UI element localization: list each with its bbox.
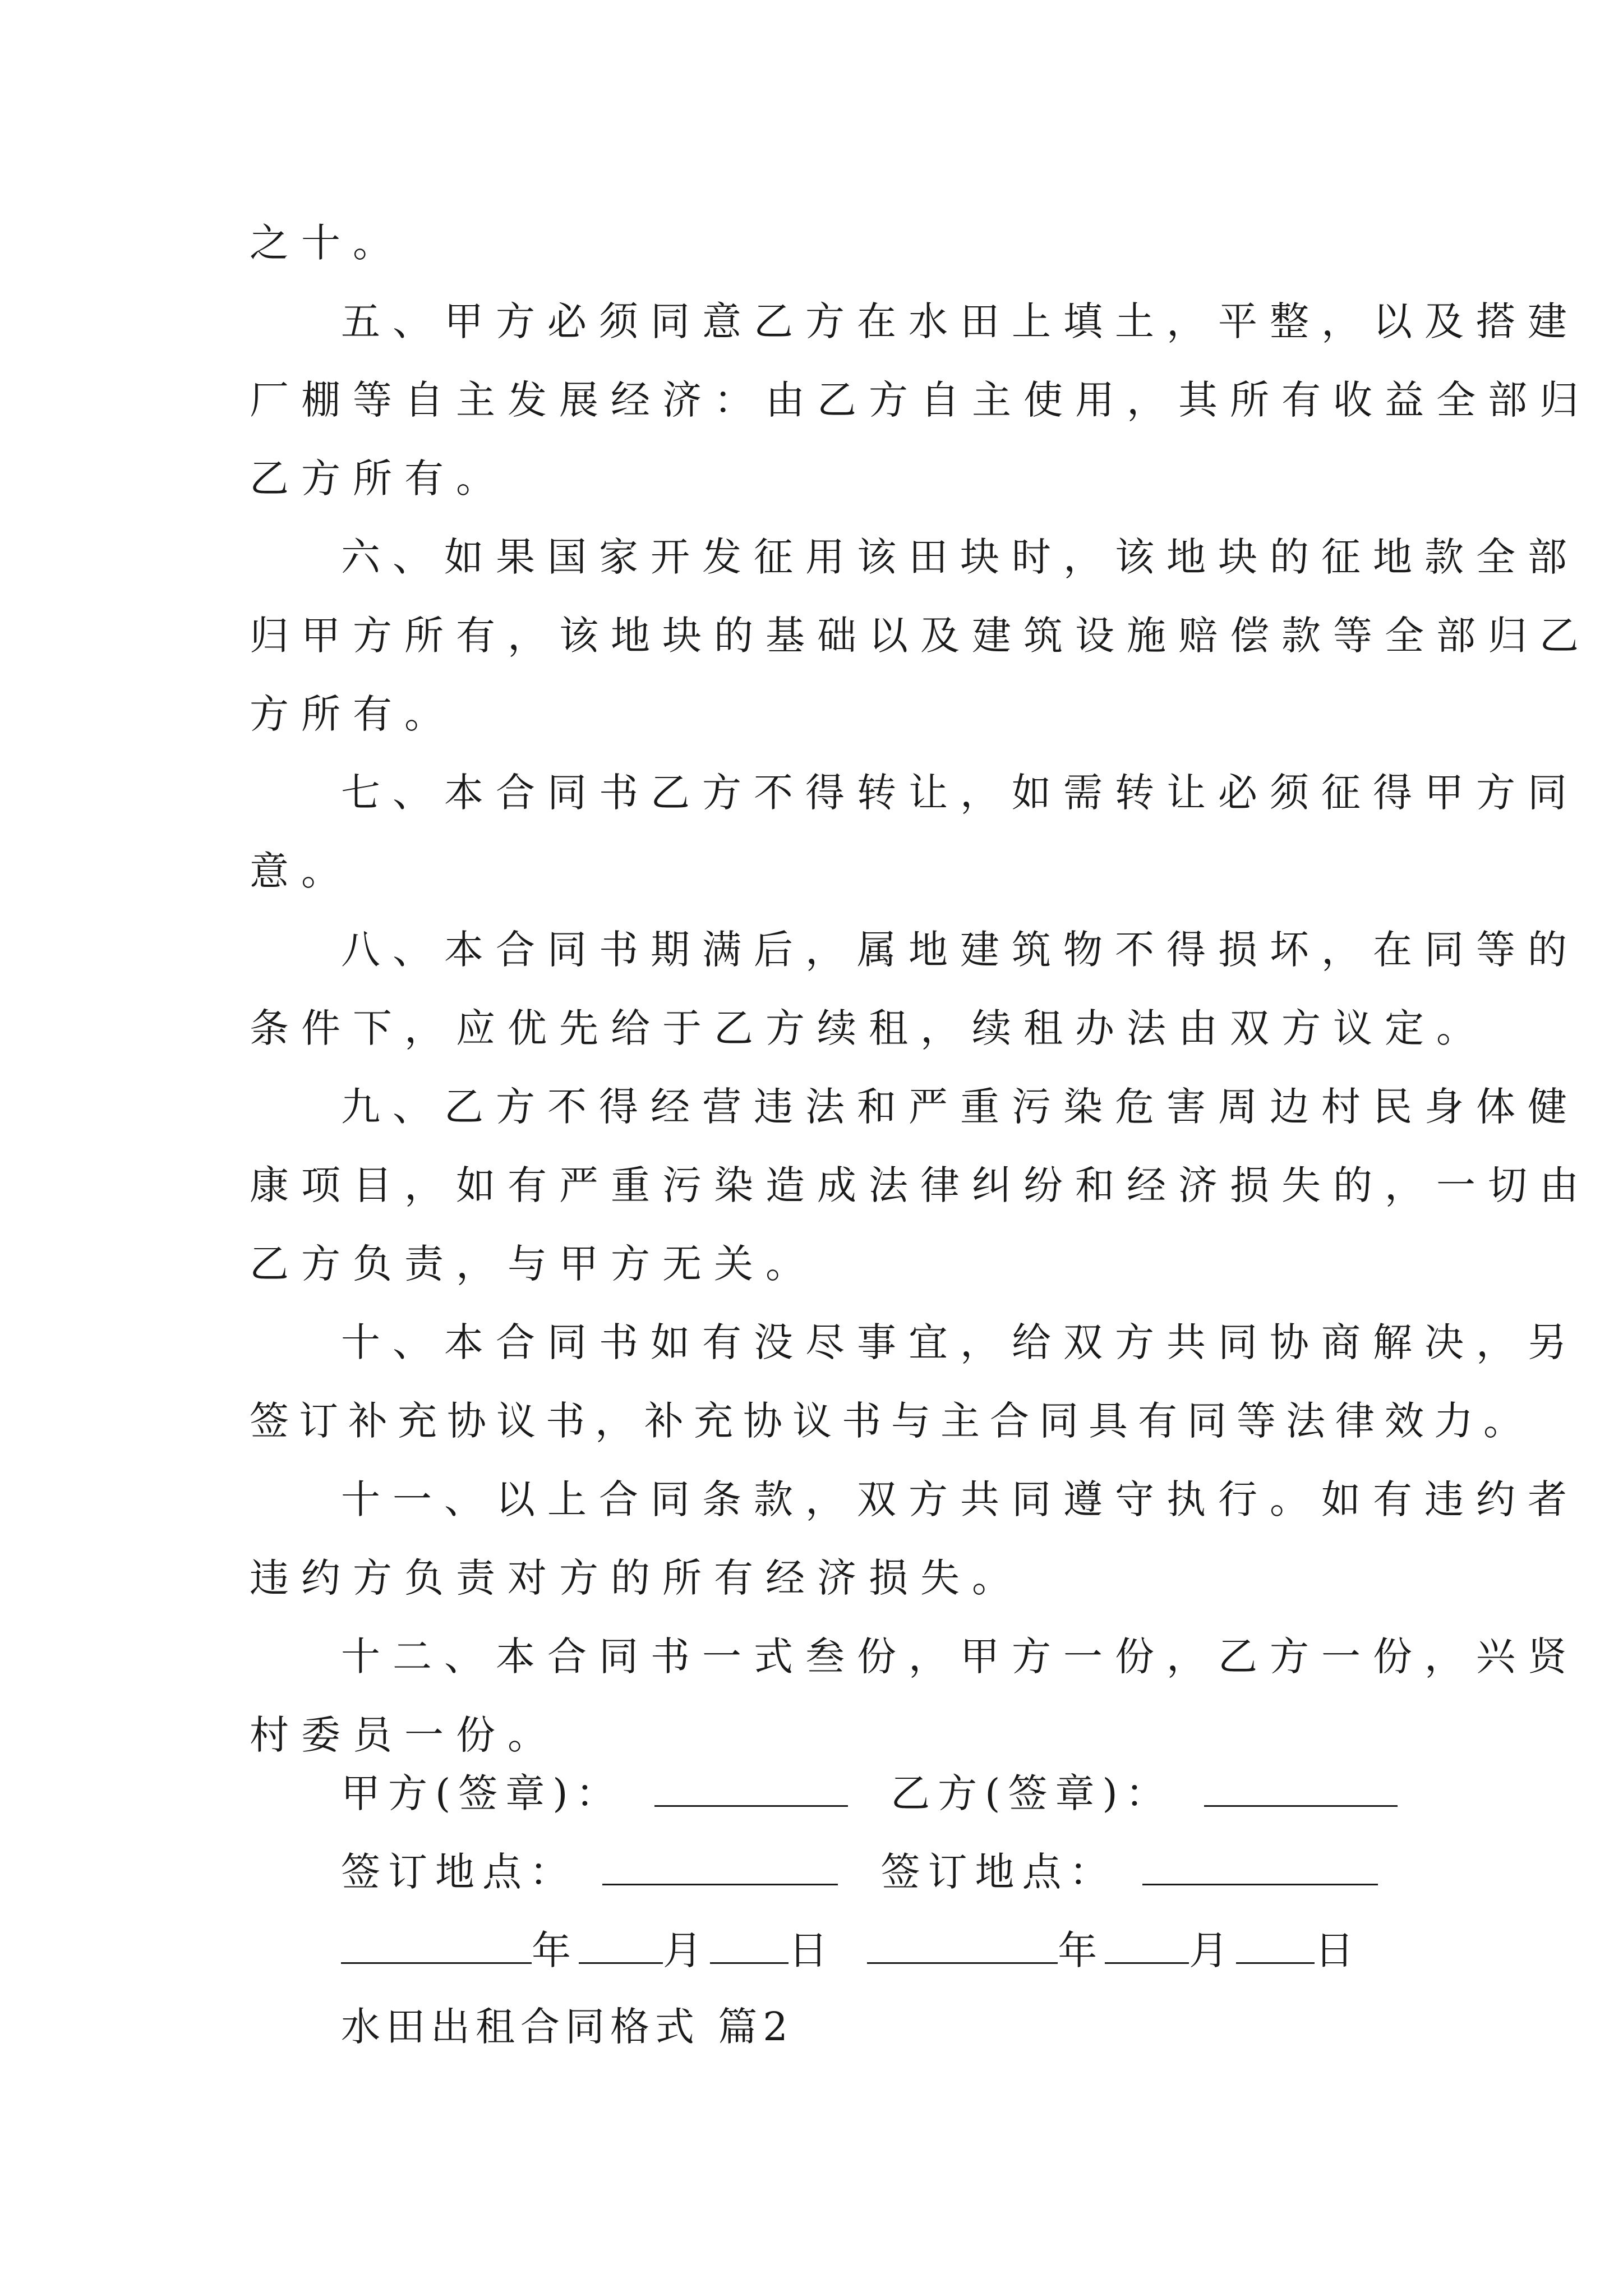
place-b-label: 签订地点： [880,1849,1117,1895]
signature-row-dates [341,1927,1362,1973]
day-b-label: 日 [1315,1927,1362,1973]
day-b-blank [1236,1929,1315,1964]
party-a-sign-label: 甲方(签章)： [341,1770,623,1816]
month-a-label: 月 [663,1927,710,1973]
paragraph-line: 违约方负责对方的所有经济损失。 [250,1555,1023,1601]
place-a-blank [602,1850,838,1885]
month-b-label: 月 [1189,1927,1237,1973]
paragraph-line: 康项目，如有严重污染造成法律纠纷和经济损失的，一切由 [250,1162,1591,1208]
month-b-blank [1105,1929,1189,1964]
paragraph-line: 五、甲方必须同意乙方在水田上填土，平整，以及搭建 [341,298,1579,344]
year-b-label: 年 [1058,1927,1105,1973]
paragraph-line: 七、本合同书乙方不得转让，如需转让必须征得甲方同 [341,770,1579,816]
paragraph-line: 乙方负责，与甲方无关。 [250,1241,817,1287]
next-section-title: 水田出租合同格式 篇2 [341,2004,794,2050]
paragraph-line: 八、本合同书期满后，属地建筑物不得损坏，在同等的 [341,927,1579,973]
party-a-sign-blank [654,1772,848,1807]
party-b-sign-label: 乙方(签章)： [891,1770,1173,1816]
paragraph-line: 厂棚等自主发展经济：由乙方自主使用，其所有收益全部归 [250,377,1591,423]
place-a-label: 签订地点： [341,1849,577,1895]
paragraph-line: 十、本合同书如有没尽事宜，给双方共同协商解决，另 [341,1319,1579,1365]
day-a-blank [710,1929,789,1964]
paragraph-line: 乙方所有。 [250,455,508,501]
year-a-label: 年 [532,1927,579,1973]
paragraph-line: 签订补充协议书，补充协议书与主合同具有同等法律效力。 [250,1398,1533,1444]
paragraph-line: 条件下，应优先给于乙方续租，续租办法由双方议定。 [250,1005,1488,1051]
place-b-blank [1142,1850,1378,1885]
paragraph-line: 归甲方所有，该地块的基础以及建筑设施赔偿款等全部归乙 [250,613,1591,659]
paragraph-line: 九、乙方不得经营违法和严重污染危害周边村民身体健 [341,1084,1579,1130]
year-b-blank [867,1929,1058,1964]
paragraph-line: 六、如果国家开发征用该田块时，该地块的征地款全部 [341,534,1579,580]
paragraph-line: 方所有。 [250,691,456,737]
year-a-blank [341,1929,532,1964]
day-a-label: 日 [789,1927,836,1973]
paragraph-line: 十一、以上合同条款，双方共同遵守执行。如有违约者 [341,1476,1579,1522]
paragraph-line: 之十。 [250,220,404,266]
party-b-sign-blank [1204,1772,1398,1807]
paragraph-line: 意。 [250,848,353,894]
signature-row-parties [341,1770,1398,1816]
month-a-blank [579,1929,663,1964]
paragraph-line: 村委员一份。 [250,1712,559,1758]
paragraph-line: 十二、本合同书一式叁份，甲方一份，乙方一份，兴贤 [341,1634,1579,1680]
signature-row-places [341,1849,1378,1895]
